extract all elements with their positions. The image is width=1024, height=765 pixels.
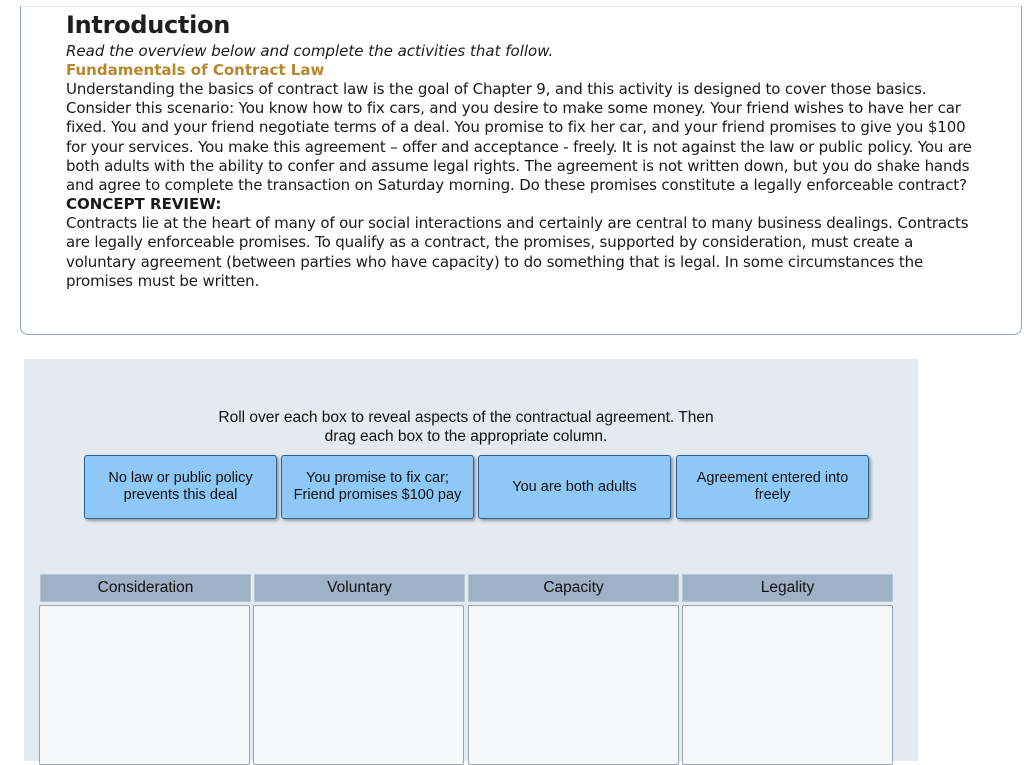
introduction-panel [20, 6, 1022, 335]
drop-zone-consideration[interactable] [39, 605, 250, 765]
concept-review-heading: CONCEPT REVIEW: [66, 195, 222, 214]
section-title: Fundamentals of Contract Law [66, 61, 325, 79]
drag-box-capacity[interactable]: You are both adults [478, 455, 671, 519]
page-title: Introduction [66, 11, 230, 39]
drag-box-voluntary[interactable]: Agreement entered into freely [676, 455, 869, 519]
drag-box-legality[interactable]: No law or public policy prevents this deal [84, 455, 277, 519]
column-header-consideration: Consideration [40, 574, 251, 602]
concept-review-text: Contracts lie at the heart of many of our social interactions and certainly are central to many business dealings. Contracts are legally enforceable promises. To qualify as a contract, the promises, supported by consideration, must create a voluntary agreement (between parties who have capacity) to do something that is legal. In some circumstances the promises must be written. [66, 214, 969, 290]
drag-drop-activity [24, 359, 918, 761]
column-header-voluntary: Voluntary [254, 574, 465, 602]
drop-zone-capacity[interactable] [468, 605, 679, 765]
drag-box-consideration[interactable]: You promise to fix car; Friend promises $100 pay [281, 455, 474, 519]
scenario-text: Understanding the basics of contract law is the goal of Chapter 9, and this activity is designed to cover those basics. Consider this scenario: You know how to fix cars, and you desire to make some money. Your friend wishes to have her car fixed. You and your friend negotiate terms of a deal. You promise to fix her car, and your friend promises to give you $100 for your services. You make this agreement – offer and acceptance - freely. It is not against the law or public policy. You are both adults with the ability to confer and assume legal rights. The agreement is not written down, but you do shake hands and agree to complete the transaction on Saturday morning. Do these promises constitute a legally enforceable contract? [66, 80, 972, 195]
activity-instructions: Roll over each box to reveal aspects of the contractual agreement. Then drag each box to the appropriate column. [218, 409, 714, 445]
column-header-capacity: Capacity [468, 574, 679, 602]
drop-zone-voluntary[interactable] [253, 605, 464, 765]
drop-zone-legality[interactable] [682, 605, 893, 765]
intro-subtitle: Read the overview below and complete the activities that follow. [66, 42, 554, 60]
column-header-legality: Legality [682, 574, 893, 602]
